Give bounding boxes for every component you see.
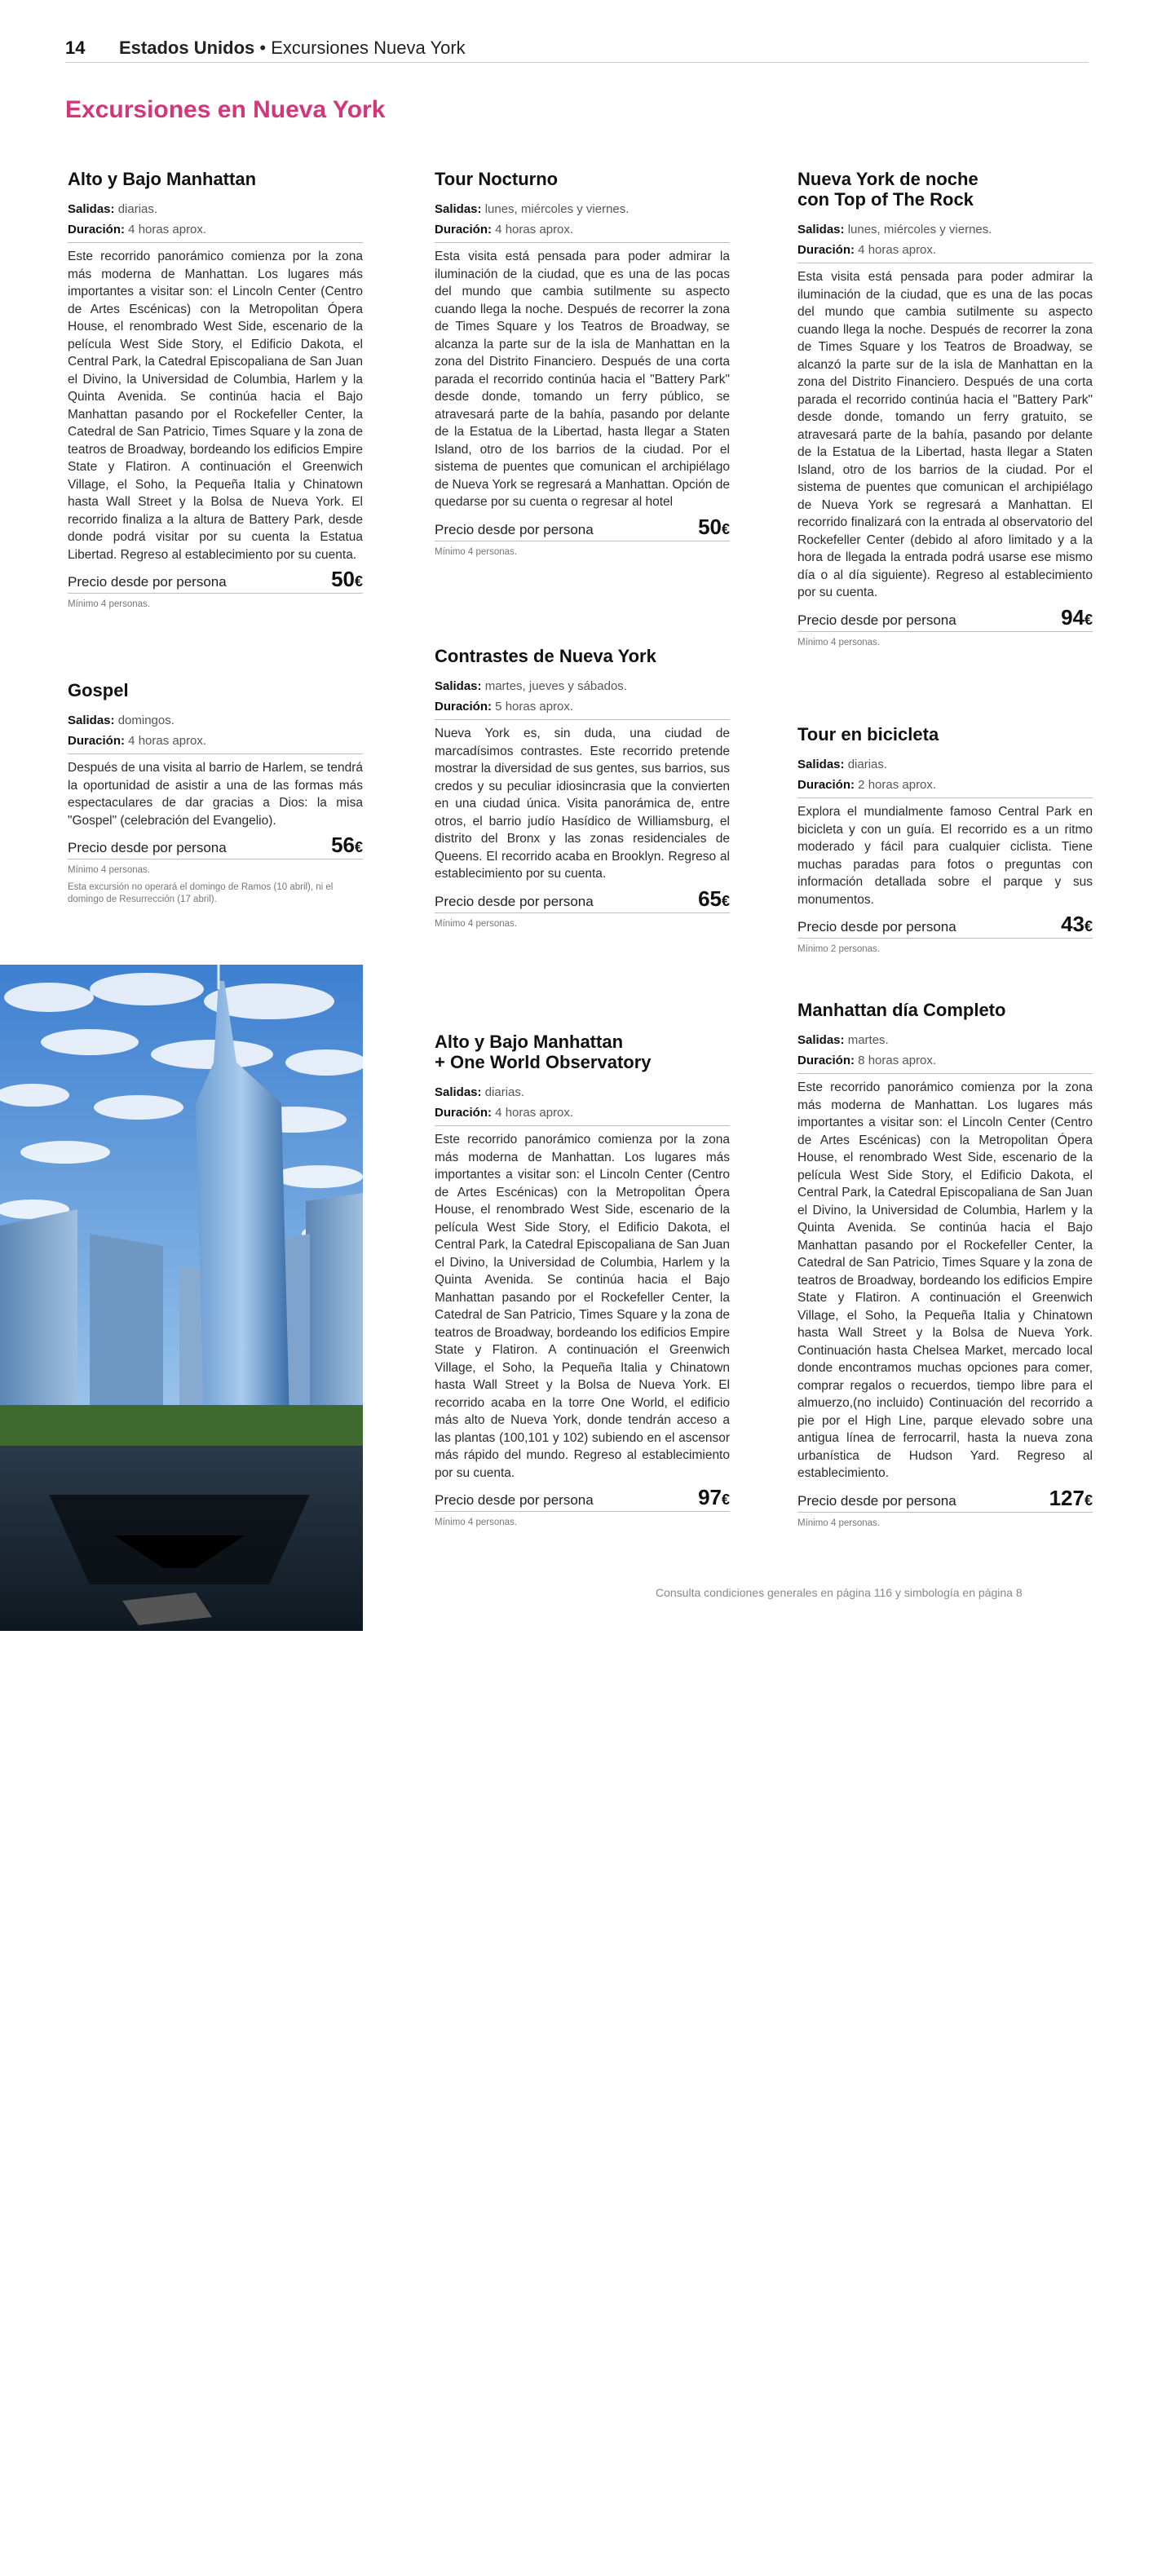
- duracion-value: 4 horas aprox.: [492, 1106, 574, 1120]
- duracion-value: 8 horas aprox.: [855, 1054, 937, 1067]
- price-value: [331, 567, 363, 592]
- duracion-value: 4 horas aprox.: [125, 223, 207, 236]
- salidas-label: Salidas:: [435, 679, 482, 693]
- price-row: [68, 568, 363, 594]
- breadcrumb-section: Excursiones Nueva York: [271, 38, 466, 58]
- price-label: Precio desde por persona: [435, 1492, 594, 1508]
- price-value: [331, 833, 363, 858]
- price-row: [435, 1487, 730, 1512]
- salidas-label: Salidas:: [797, 223, 845, 236]
- tour-note: Esta excursión no operará el domingo de Ramos (10 abril), ni el domingo de Resurrección (17 abril).: [68, 882, 334, 904]
- new-york-photo: [0, 965, 363, 2576]
- euro-icon: €: [721, 892, 730, 909]
- price-amount: 50: [331, 567, 355, 591]
- salidas-label: Salidas:: [68, 202, 115, 216]
- salidas-value: domingos.: [114, 714, 174, 727]
- salidas-label: Salidas:: [797, 758, 845, 771]
- price-row: [797, 913, 1093, 939]
- tour-description: Explora el mundialmente famoso Central Park en bicicleta y con un guía. El recorrido es a un ritmo moderado y fácil para cualquier ciclista. Tiene muchas paradas para fotos o preguntas con información detallada sobre el parque y sus monumentos.: [797, 805, 1093, 907]
- page-number: 14: [65, 38, 86, 58]
- section-title: Excursiones en Nueva York: [65, 96, 386, 123]
- duracion-value: 4 horas aprox.: [855, 243, 937, 257]
- euro-icon: €: [721, 520, 730, 537]
- tour-meta: [797, 754, 1093, 798]
- salidas-value: martes.: [844, 1033, 889, 1047]
- tour-description: Esta visita está pensada para poder admirar la iluminación de la ciudad, que es una de las pocas del mundo que cambia sutilmente su aspecto cuando llega la noche. Después de recorrer la zona de Times Square y los Teatros de Broadway, se alcanza la parte sur de la isla de Manhattan en la zona del Distrito Financiero. Después de una corta parada el recorrido continúa hacia el "Battery Park" desde donde, tomando un ferry público, se atravesará parte de la bahía, pasando por delante de la Estatua de la Libertad, hasta llegar a Staten Island, otro de los barrios de la ciudad. Por el sistema de puentes que comunican el archipiélago de Nueva York se regresará a Manhattan. Opción de quedarse por su cuenta o regresar al hotel: [435, 250, 730, 509]
- salidas-value: diarias.: [114, 202, 158, 216]
- tour-title: Manhattan día Completo: [797, 1000, 1006, 1020]
- minimum-people: Mínimo 4 personas.: [435, 546, 517, 557]
- price-amount: 127: [1049, 1485, 1085, 1510]
- tour-description: Nueva York es, sin duda, una ciudad de marcadísimos contrastes. Este recorrido pretende mostrar la diversidad de sus gentes, sus barrios, sus credos y su peculiar idiosincrasia que la convierten en una ciudad única. Visita panorámica de, entre otros, el barrio judío Hasídico de Williamsburg, el distrito del Bronx y las zonas residenciales de Queens. El recorrido acaba en Brooklyn. Regreso al establecimiento por su cuenta.: [435, 727, 730, 881]
- salidas-label: Salidas:: [797, 1033, 845, 1047]
- duracion-value: 5 horas aprox.: [492, 700, 574, 714]
- tour-meta: [797, 1030, 1093, 1074]
- euro-icon: €: [354, 573, 363, 590]
- tour-title: Alto y Bajo Manhattan + One World Observatory: [435, 1032, 652, 1072]
- tour-meta: [435, 199, 730, 243]
- price-amount: 65: [698, 886, 722, 911]
- salidas-value: martes, jueves y sábados.: [481, 679, 627, 693]
- minimum-people: Mínimo 4 personas.: [435, 1518, 517, 1527]
- tour-title: Alto y Bajo Manhattan: [68, 169, 257, 189]
- price-amount: 50: [698, 514, 722, 539]
- euro-icon: €: [1084, 1491, 1093, 1509]
- tour-title: Contrastes de Nueva York: [435, 646, 656, 666]
- tour-title: Tour en bicicleta: [797, 724, 939, 745]
- price-amount: 56: [331, 833, 355, 857]
- duracion-label: Duración:: [797, 1054, 855, 1067]
- duracion-label: Duración:: [435, 1106, 493, 1120]
- price-value: [1049, 1486, 1093, 1511]
- tour-card-one-world-observatory: [435, 1032, 730, 1529]
- euro-icon: €: [354, 839, 363, 855]
- price-amount: 94: [1061, 604, 1085, 630]
- salidas-label: Salidas:: [435, 202, 482, 216]
- breadcrumb-separator: •: [254, 38, 272, 58]
- price-value: [698, 886, 730, 912]
- price-row: [435, 516, 730, 541]
- minimum-people: Mínimo 4 personas.: [68, 865, 150, 875]
- tour-card-tour-nocturno: [435, 169, 730, 559]
- tour-description: Este recorrido panorámico comienza por la zona más moderna de Manhattan. Los lugares más importantes a visitar son: el Lincoln Center (Centro de Artes Escénicas) con la Metropolitan Ópera House, el renombrado West Side, escenario de la película West Side Story, el Edificio Dakota, el Central Park, la Catedral Episcopaliana de San Juan el Divino, la Universidad de Columbia, Harlem y la Quinta Avenida. Se continúa hacia el Bajo Manhattan pasando por el Rockefeller Center, la Catedral de San Patricio, Times Square y la zona de teatros de Broadway, bordeando los edificios Empire State y Flatiron. A continuación el Greenwich Village, el Soho, la Pequeña Italia y Chinatown hasta Wall Street y la Bolsa de Nueva York. El recorrido finaliza a la altura de Battery Park, desde donde podrá visitar por su cuenta la Estatua Libertad. Regreso al establecimiento por su cuenta.: [68, 250, 363, 562]
- price-value: [698, 1485, 730, 1510]
- salidas-value: diarias.: [481, 1085, 525, 1099]
- tour-card-top-of-the-rock: [797, 169, 1093, 649]
- tour-card-gospel: [68, 680, 363, 906]
- duracion-label: Duración:: [68, 734, 126, 748]
- salidas-label: Salidas:: [68, 714, 115, 727]
- salidas-label: Salidas:: [435, 1085, 482, 1099]
- price-label: Precio desde por persona: [797, 612, 956, 628]
- price-label: Precio desde por persona: [797, 1492, 956, 1509]
- price-row: [68, 834, 363, 859]
- tour-title: Tour Nocturno: [435, 169, 559, 189]
- euro-icon: €: [721, 1491, 730, 1508]
- breadcrumb: [119, 38, 466, 59]
- tour-card-contrastes: [435, 646, 730, 930]
- duracion-label: Duración:: [435, 223, 493, 236]
- tour-card-manhattan-dia-completo: [797, 1000, 1093, 1530]
- minimum-people: Mínimo 4 personas.: [68, 599, 150, 609]
- tour-meta: [435, 676, 730, 720]
- price-value: [1061, 605, 1093, 630]
- tour-description: Después de una visita al barrio de Harlem, se tendrá la oportunidad de asistir a una de las formas más espectaculares de dar gracias a Dios: la misa "Gospel" (celebración del Evangelio).: [68, 761, 363, 828]
- tour-meta: [68, 199, 363, 243]
- price-value: [698, 515, 730, 540]
- euro-icon: €: [1084, 918, 1093, 935]
- tour-meta: [435, 1082, 730, 1126]
- duracion-label: Duración:: [797, 243, 855, 257]
- price-amount: 43: [1061, 912, 1085, 936]
- duracion-label: Duración:: [797, 778, 855, 792]
- duracion-value: 2 horas aprox.: [855, 778, 937, 792]
- salidas-value: lunes, miércoles y viernes.: [844, 223, 992, 236]
- price-label: Precio desde por persona: [435, 521, 594, 537]
- photo-caption: Nueva York: [281, 2563, 343, 2576]
- tour-card-bicicleta: [797, 724, 1093, 956]
- price-label: Precio desde por persona: [797, 919, 956, 935]
- duracion-label: Duración:: [435, 700, 493, 714]
- price-row: [797, 604, 1093, 632]
- duracion-label: Duración:: [68, 223, 126, 236]
- tour-description: Este recorrido panorámico comienza por la zona más moderna de Manhattan. Los lugares más importantes a visitar son: el Lincoln Center (Centro de Artes Escénicas) con la Metropolitan Ópera House, el renombrado West Side, escenario de la película West Side Story, el Edificio Dakota, el Central Park, la Catedral Episcopaliana de San Juan el Divino, la Universidad de Columbia, Harlem y la Quinta Avenida. Se continúa hacia el Bajo Manhattan pasando por el Rockefeller Center, la Catedral de San Patricio, Times Square y la zona de teatros de Broadway, bordeando los edificios Empire State y Flatiron. A continuación el Greenwich Village, el Soho, la Pequeña Italia y Chinatown hasta Wall Street y la Bolsa de Nueva York. El recorrido acaba en la torre One World, el edificio más alto de Nueva York, donde tendrán acceso a las plantas (100,101 y 102) subiendo en el ascensor más rápido del mundo. Regreso al establecimiento por su cuenta.: [435, 1133, 730, 1480]
- minimum-people: Mínimo 2 personas.: [797, 944, 880, 954]
- duracion-value: 4 horas aprox.: [492, 223, 574, 236]
- tour-description: Este recorrido panorámico comienza por la zona más moderna de Manhattan. Los lugares más importantes a visitar son: el Lincoln Center (Centro de Artes Escénicas) con la Metropolitan Ópera House, el renombrado West Side, escenario de la película West Side Story, el Edificio Dakota, el Central Park, la Catedral Episcopaliana de San Juan el Divino, la Universidad de Columbia, Harlem y la Quinta Avenida. Se continúa hacia el Bajo Manhattan pasando por el Rockefeller Center, la Catedral de San Patricio, Times Square y la zona de teatros de Broadway, bordeando los edificios Empire State y Flatiron. A continuación el Greenwich Village, el Soho, la Pequeña Italia y Chinatown hasta Wall Street y la Bolsa de Nueva York. Continuación hasta Chelsea Market, mercado local donde encontramos muchas opciones para comer, comprar regalos o recuerdos, tiempo libre para el almuerzo,(no incluido) Continuación del recorrido a pie por el High Line, parque elevado sobre una antigua línea de ferrocarril, hasta la nueva zona urbanística de Hudson Yard. Regreso al establecimiento.: [797, 1080, 1093, 1480]
- footer-note: Consulta condiciones generales en página 116 y simbología en página 8: [656, 1586, 1023, 1599]
- tour-description: Esta visita está pensada para poder admirar la iluminación de la ciudad, que es una de las pocas del mundo que cambia sutilmente su aspecto cuando llega la noche. Después de recorrer la zona de Times Square y los Teatros de Broadway, se alcanzó la parte sur de la isla de Manhattan en la zona del Distrito Financiero. Después de una corta parada el recorrido continúa hacia el "Battery Park" desde donde, tomando un ferry gratuito, se atravesará parte de la bahía, pasando por delante de la Estatua de la Libertad, hasta llegar a Staten Island, otro de los barrios de la ciudad. Por el sistema de puentes que comunican el archipiélago de Nueva York se regresará a Manhattan. El recorrido finalizará con la entrada al observatorio del Rockefeller Center (debido al aforo limitado y a la hora de llegada la entrada podrá usarse ese mismo día o al día siguiente). Regreso al establecimiento por su cuenta.: [797, 270, 1093, 599]
- tour-title: Gospel: [68, 680, 129, 700]
- price-value: [1061, 912, 1093, 937]
- price-label: Precio desde por persona: [68, 574, 227, 590]
- tour-meta: [797, 219, 1093, 263]
- tour-card-alto-bajo-manhattan: [68, 169, 363, 611]
- minimum-people: Mínimo 4 personas.: [797, 1518, 880, 1528]
- price-row: [797, 1487, 1093, 1513]
- price-label: Precio desde por persona: [68, 840, 227, 855]
- price-row: [435, 888, 730, 913]
- salidas-value: diarias.: [844, 758, 888, 771]
- minimum-people: Mínimo 4 personas.: [435, 918, 517, 929]
- duracion-value: 4 horas aprox.: [125, 734, 207, 748]
- tour-meta: [68, 710, 363, 754]
- page-header: [65, 38, 1089, 63]
- salidas-value: lunes, miércoles y viernes.: [481, 202, 630, 216]
- breadcrumb-country: Estados Unidos: [119, 38, 255, 58]
- minimum-people: Mínimo 4 personas.: [797, 637, 880, 647]
- price-amount: 97: [698, 1485, 722, 1509]
- tour-title: Nueva York de noche con Top of The Rock: [797, 169, 979, 210]
- price-label: Precio desde por persona: [435, 893, 594, 909]
- skyline-illustration: [0, 965, 363, 1631]
- euro-icon: €: [1084, 611, 1093, 628]
